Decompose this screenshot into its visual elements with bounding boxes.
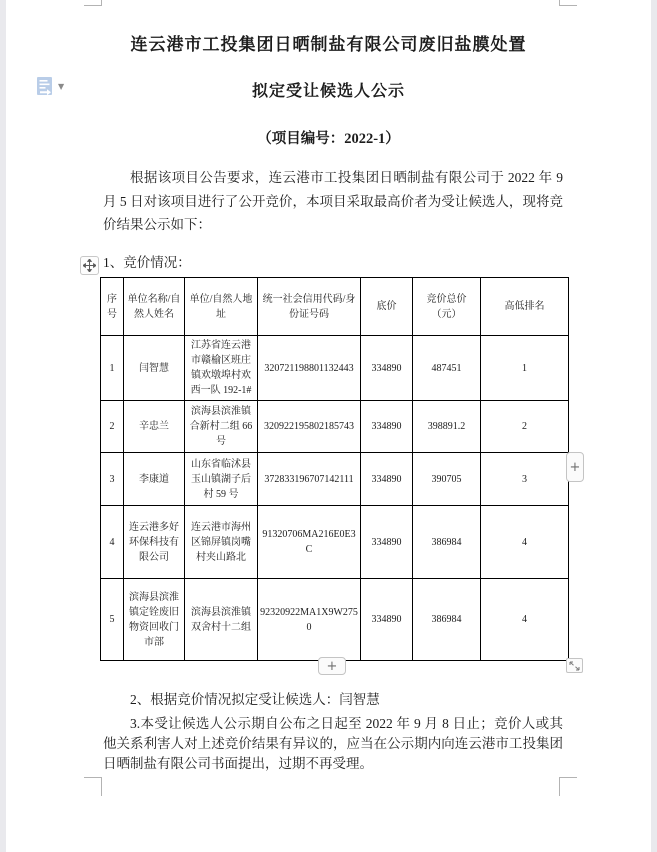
header-cell: 底价 xyxy=(361,278,413,336)
table-cell: 320721198801132443 xyxy=(258,336,361,401)
table-resize-handle[interactable] xyxy=(566,658,583,673)
doc-subtitle: 拟定受让候选人公示 xyxy=(251,83,405,100)
table-row xyxy=(101,336,569,401)
table-cell: 3 xyxy=(101,453,124,506)
table-move-handle[interactable] xyxy=(80,256,99,275)
move-arrows-icon xyxy=(83,259,96,272)
table-cell: 386984 xyxy=(413,506,481,579)
header-cell: 序号 xyxy=(101,278,124,336)
table-cell: 91320706MA216E0E3C xyxy=(258,506,361,579)
table-cell: 5 xyxy=(101,579,124,661)
table-cell: 1 xyxy=(481,336,569,401)
table-cell: 连云港多好环保科技有限公司 xyxy=(124,506,185,579)
table-row xyxy=(101,453,569,506)
table-cell: 2 xyxy=(101,401,124,453)
diagonal-resize-icon xyxy=(569,661,580,671)
table-cell: 滨海县滨淮镇合新村二组 66 号 xyxy=(185,401,258,453)
table-cell: 372833196707142111 xyxy=(258,453,361,506)
table-cell: 滨海县滨淮镇双舍村十二组 xyxy=(185,579,258,661)
table-cell: 92320922MA1X9W2750 xyxy=(258,579,361,661)
table-cell: 闫智慧 xyxy=(124,336,185,401)
header-cell: 竞价总价（元） xyxy=(413,278,481,336)
header-cell: 单位名称/自然人姓名 xyxy=(124,278,185,336)
table-cell: 487451 xyxy=(413,336,481,401)
candidate-paragraph: 2、根据竞价情况拟定受让候选人：闫智慧 xyxy=(130,692,380,707)
table-cell: 3 xyxy=(481,453,569,506)
table-cell: 390705 xyxy=(413,453,481,506)
table-cell: 320922195802185743 xyxy=(258,401,361,453)
table-cell: 李康道 xyxy=(124,453,185,506)
table-cell: 334890 xyxy=(361,579,413,661)
table-row xyxy=(101,579,569,661)
add-row-button[interactable]: + xyxy=(318,657,346,675)
table-cell: 2 xyxy=(481,401,569,453)
table-cell: 334890 xyxy=(361,401,413,453)
page-edge-right xyxy=(651,0,657,852)
table-cell: 334890 xyxy=(361,453,413,506)
paste-dropdown-caret: ▼ xyxy=(58,81,65,91)
notice-paragraph: 3.本受让候选人公示期自公布之日起至 2022 年 9 月 8 日止；竞价人或其他关系利害人对上述竞价结果有异议的，应当在公示期内向连云港市工投集团日晒制盐有限公司书面提出，过期不再受理。 xyxy=(103,716,563,771)
table-cell: 滨海县滨淮镇定铨废旧物资回收门市部 xyxy=(124,579,185,661)
add-column-button[interactable]: + xyxy=(566,452,584,482)
table-cell: 1 xyxy=(101,336,124,401)
table-cell: 4 xyxy=(481,579,569,661)
table-cell: 连云港市海州区锦屏镇岗嘴村夹山路北 xyxy=(185,506,258,579)
table-cell: 江苏省连云港市赣榆区班庄镇欢墩埠村欢西一队 192-1# xyxy=(185,336,258,401)
table-row xyxy=(101,506,569,579)
header-cell: 高低排名 xyxy=(481,278,569,336)
table-row xyxy=(101,401,569,453)
intro-paragraph: 根据该项目公告要求，连云港市工投集团日晒制盐有限公司于 2022 年 9 月 5 日对该项目进行了公开竞价，本项目采取最高价者为受让候选人，现将竞价结果公示如下： xyxy=(103,170,563,232)
header-cell: 单位/自然人地址 xyxy=(185,278,258,336)
table-cell: 386984 xyxy=(413,579,481,661)
table-cell: 398891.2 xyxy=(413,401,481,453)
paste-options-button[interactable] xyxy=(36,74,74,98)
table-cell: 4 xyxy=(101,506,124,579)
table-cell: 辛忠兰 xyxy=(124,401,185,453)
doc-title: 连云港市工投集团日晒制盐有限公司废旧盐膜处置 xyxy=(130,35,527,54)
bid-table xyxy=(100,277,569,661)
table-cell: 334890 xyxy=(361,336,413,401)
page-edge-left xyxy=(0,0,6,852)
table-cell: 山东省临沭县玉山镇湖子后村 59 号 xyxy=(185,453,258,506)
section-1-heading: 1、竞价情况： xyxy=(103,255,191,270)
table-cell: 334890 xyxy=(361,506,413,579)
paste-icon xyxy=(36,76,54,96)
table-cell: 4 xyxy=(481,506,569,579)
header-cell: 统一社会信用代码/身份证号码 xyxy=(258,278,361,336)
project-number: （项目编号：2022-1） xyxy=(257,131,400,147)
